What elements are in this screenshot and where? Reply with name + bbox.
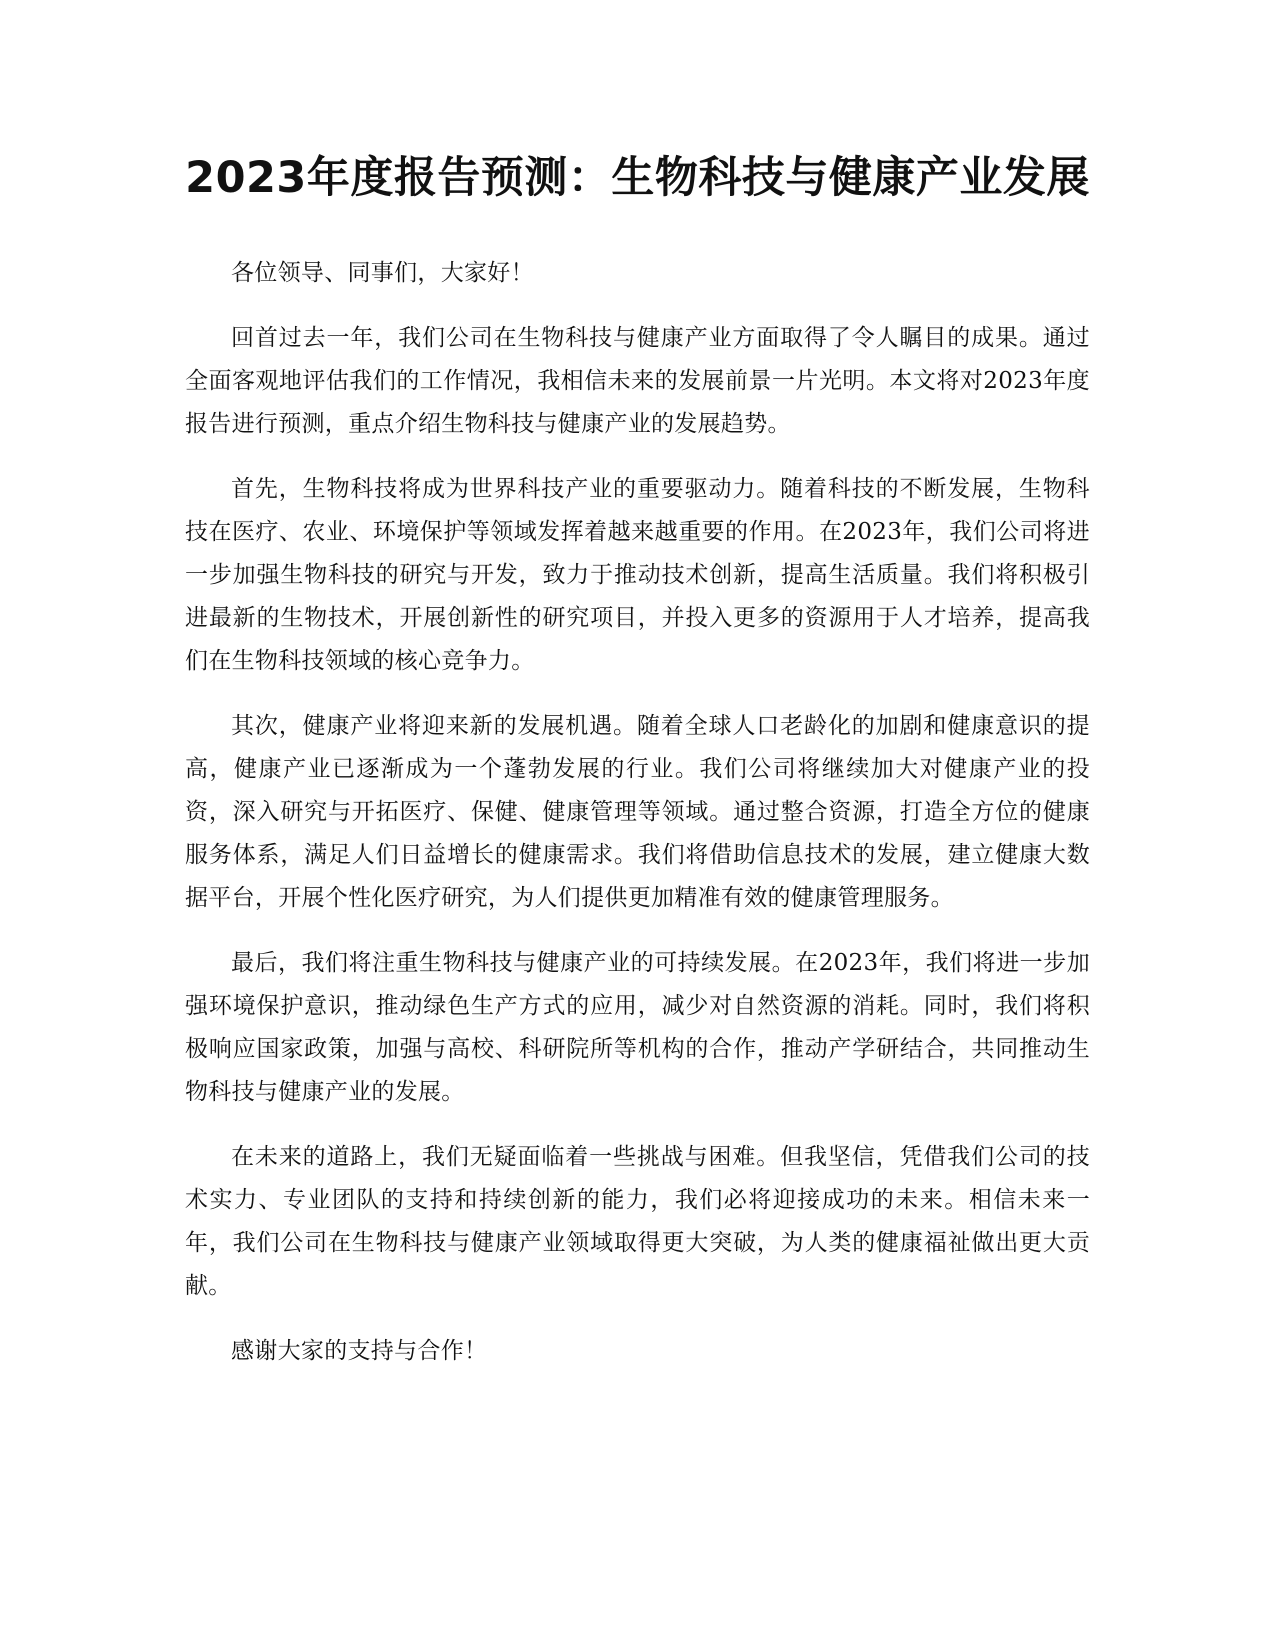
- document-page: [185, 140, 1090, 1395]
- document-body: [185, 252, 1090, 1373]
- paragraph-review: 回首过去一年，我们公司在生物科技与健康产业方面取得了令人瞩目的成果。通过全面客观地评估我们的工作情况，我相信未来的发展前景一片光明。本文将对2023年度报告进行预测，重点介绍生物科技与健康产业的发展趋势。: [185, 325, 1090, 437]
- paragraph-greeting: 各位领导、同事们，大家好！: [231, 260, 534, 286]
- paragraph-outlook: 在未来的道路上，我们无疑面临着一些挑战与困难。但我坚信，凭借我们公司的技术实力、专业团队的支持和持续创新的能力，我们必将迎接成功的未来。相信未来一年，我们公司在生物科技与健康产业领域取得更大突破，为人类的健康福祉做出更大贡献。: [185, 1144, 1090, 1299]
- paragraph-thanks: 感谢大家的支持与合作！: [231, 1338, 488, 1364]
- paragraph-health-industry: 其次，健康产业将迎来新的发展机遇。随着全球人口老龄化的加剧和健康意识的提高，健康产业已逐渐成为一个蓬勃发展的行业。我们公司将继续加大对健康产业的投资，深入研究与开拓医疗、保健、健康管理等领域。通过整合资源，打造全方位的健康服务体系，满足人们日益增长的健康需求。我们将借助信息技术的发展，建立健康大数据平台，开展个性化医疗研究，为人们提供更加精准有效的健康管理服务。: [185, 713, 1090, 911]
- paragraph-sustainability: 最后，我们将注重生物科技与健康产业的可持续发展。在2023年，我们将进一步加强环境保护意识，推动绿色生产方式的应用，减少对自然资源的消耗。同时，我们将积极响应国家政策，加强与高校、科研院所等机构的合作，推动产学研结合，共同推动生物科技与健康产业的发展。: [185, 950, 1090, 1105]
- paragraph-biotech: 首先，生物科技将成为世界科技产业的重要驱动力。随着科技的不断发展，生物科技在医疗、农业、环境保护等领域发挥着越来越重要的作用。在2023年，我们公司将进一步加强生物科技的研究与开发，致力于推动技术创新，提高生活质量。我们将积极引进最新的生物技术，开展创新性的研究项目，并投入更多的资源用于人才培养，提高我们在生物科技领域的核心竞争力。: [185, 476, 1090, 674]
- document-title: 2023年度报告预测：生物科技与健康产业发展: [185, 153, 1090, 203]
